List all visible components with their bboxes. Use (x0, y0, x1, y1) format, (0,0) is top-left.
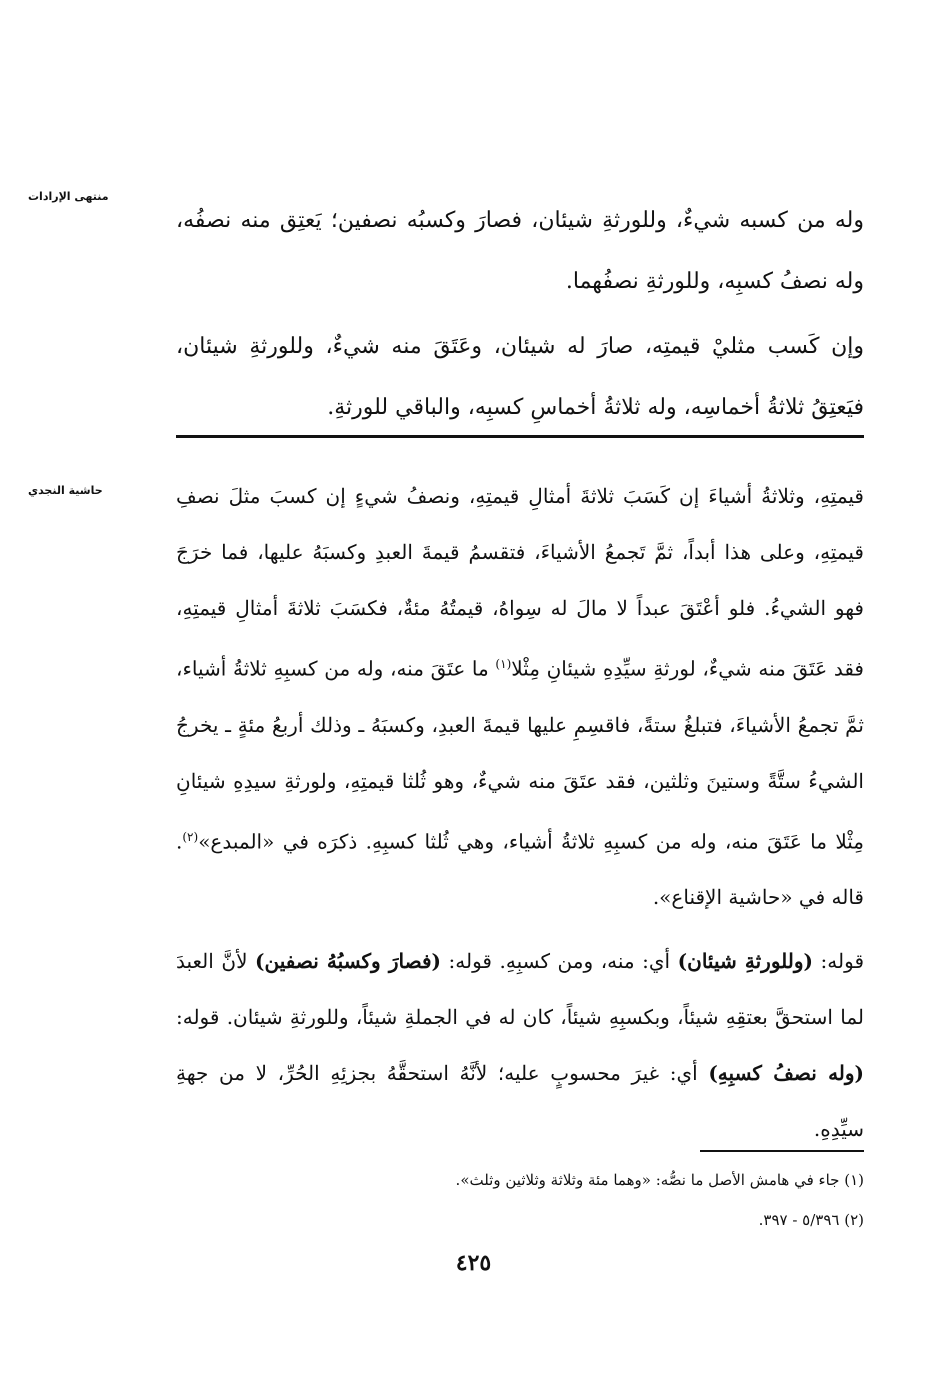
commentary-paragraph-1 (176, 468, 864, 925)
commentary-text-part: قيمتِهِ، وثلاثةُ أشياءَ إن كَسَبَ ثلاثةَ أمثالِ قيمتِهِ، ونصفُ شيءٍ إن كسبَ مثلَ نصفِ قيمتِهِ، وعلى هذا أبداً، ثمَّ تَجمعُ الأشياءَ، فتقسمُ قيمةَ العبدِ وكسبَهُ عليها، فما خرَجَ فهو الشيءُ. فلو أعْتَقَ عبداً لا مالَ له سِواهُ، قيمتُهُ مئةٌ، فكسَبَ ثلاثةَ أمثالِ قيمتِهِ، فقد عَتَقَ منه شيءٌ، لورثةِ سيِّدِهِ شيئانِ مِثْلا (176, 484, 864, 681)
footnote-ref-1[interactable]: (١) (495, 657, 512, 671)
section-divider (176, 435, 864, 438)
main-paragraph-2: وإن كَسب مثليْ قيمتِه، صارَ له شيئان، وعَتَقَ منه شيءٌ، وللورثةِ شيئان، فيَعتِقُ ثلاثةُ أخماسِه، وله ثلاثةُ أخماسِ كسبِه، والباقي للورثةِ. (176, 334, 864, 420)
commentary-text-part: ما عتَقَ منه، وله من كسبِهِ ثلاثةُ أشياء، ثمَّ تجمعُ الأشياءَ، فتبلغُ ستةً، فاقسِمِ عليها قيمةَ العبدِ، وكسبَهُ ـ وذلك أربعُ مئةٍ ـ يخرجُ الشيءُ ستَّةً وستينَ وثلثين، فقد عتَقَ منه شيءٌ، وهو ثُلثا قيمتِهِ، ولورثةِ سيدِهِ شيئانِ مِثْلا ما عَتَقَ منه، وله من كسبِهِ ثلاثةُ أشياء، وهي ثُلثا كسبِهِ. ذكرَه في «المبدع» (176, 656, 864, 854)
main-paragraph-1: وله من كسبه شيءٌ، وللورثةِ شيئان، فصارَ وكسبُه نصفين؛ يَعتِق منه نصفُه، وله نصفُ كسبِه، وللورثةِ نصفُهما. (176, 208, 864, 294)
commentary-text-part: أي: منه، ومن كسبِهِ. قوله: (440, 949, 678, 974)
footnote-divider (700, 1150, 864, 1152)
commentary-paragraph-2 (176, 933, 864, 1157)
commentary-text (176, 468, 864, 1157)
quoted-phrase: (وله نصفُ كسبِهِ) (708, 1061, 865, 1086)
footnote-2: (٢) ٥/٣٩٦ - ٣٩٧. (758, 1211, 864, 1229)
main-text (176, 190, 864, 438)
main-text-label: منتهى الإرادات (28, 190, 109, 203)
commentary-text-part: لأنَّ العبدَ لما استحقَّ بعتقِهِ شيئاً، وبكسبِهِ شيئاً، كان له في الجملةِ شيئاً، وللورثةِ شيئان. قوله: (176, 949, 864, 1030)
page-number: ٤٢٥ (455, 1250, 492, 1276)
quoted-phrase: (فصارَ وكسبُهُ نصفين) (255, 949, 441, 974)
quoted-phrase: (وللورثةِ شيئان) (677, 949, 814, 974)
footnotes (176, 1160, 864, 1240)
commentary-text-part: قوله: (813, 949, 865, 974)
commentary-text-part: أي: غيرَ محسوبٍ عليه؛ لأنَّهُ استحقَّهُ بجزئِهِ الحُرِّ، لا من جهةِ سيِّدِهِ. (176, 1061, 864, 1142)
footnote-1: (١) جاء في هامش الأصل ما نصُّه: «وهما مئة وثلاثة وثلاثين وثلث». (455, 1171, 864, 1189)
commentary-text-part: . قاله في «حاشية الإقناع». (176, 829, 864, 910)
footnote-ref-2[interactable]: (٢) (182, 829, 199, 844)
commentary-label: حاشية النجدي (28, 484, 103, 497)
